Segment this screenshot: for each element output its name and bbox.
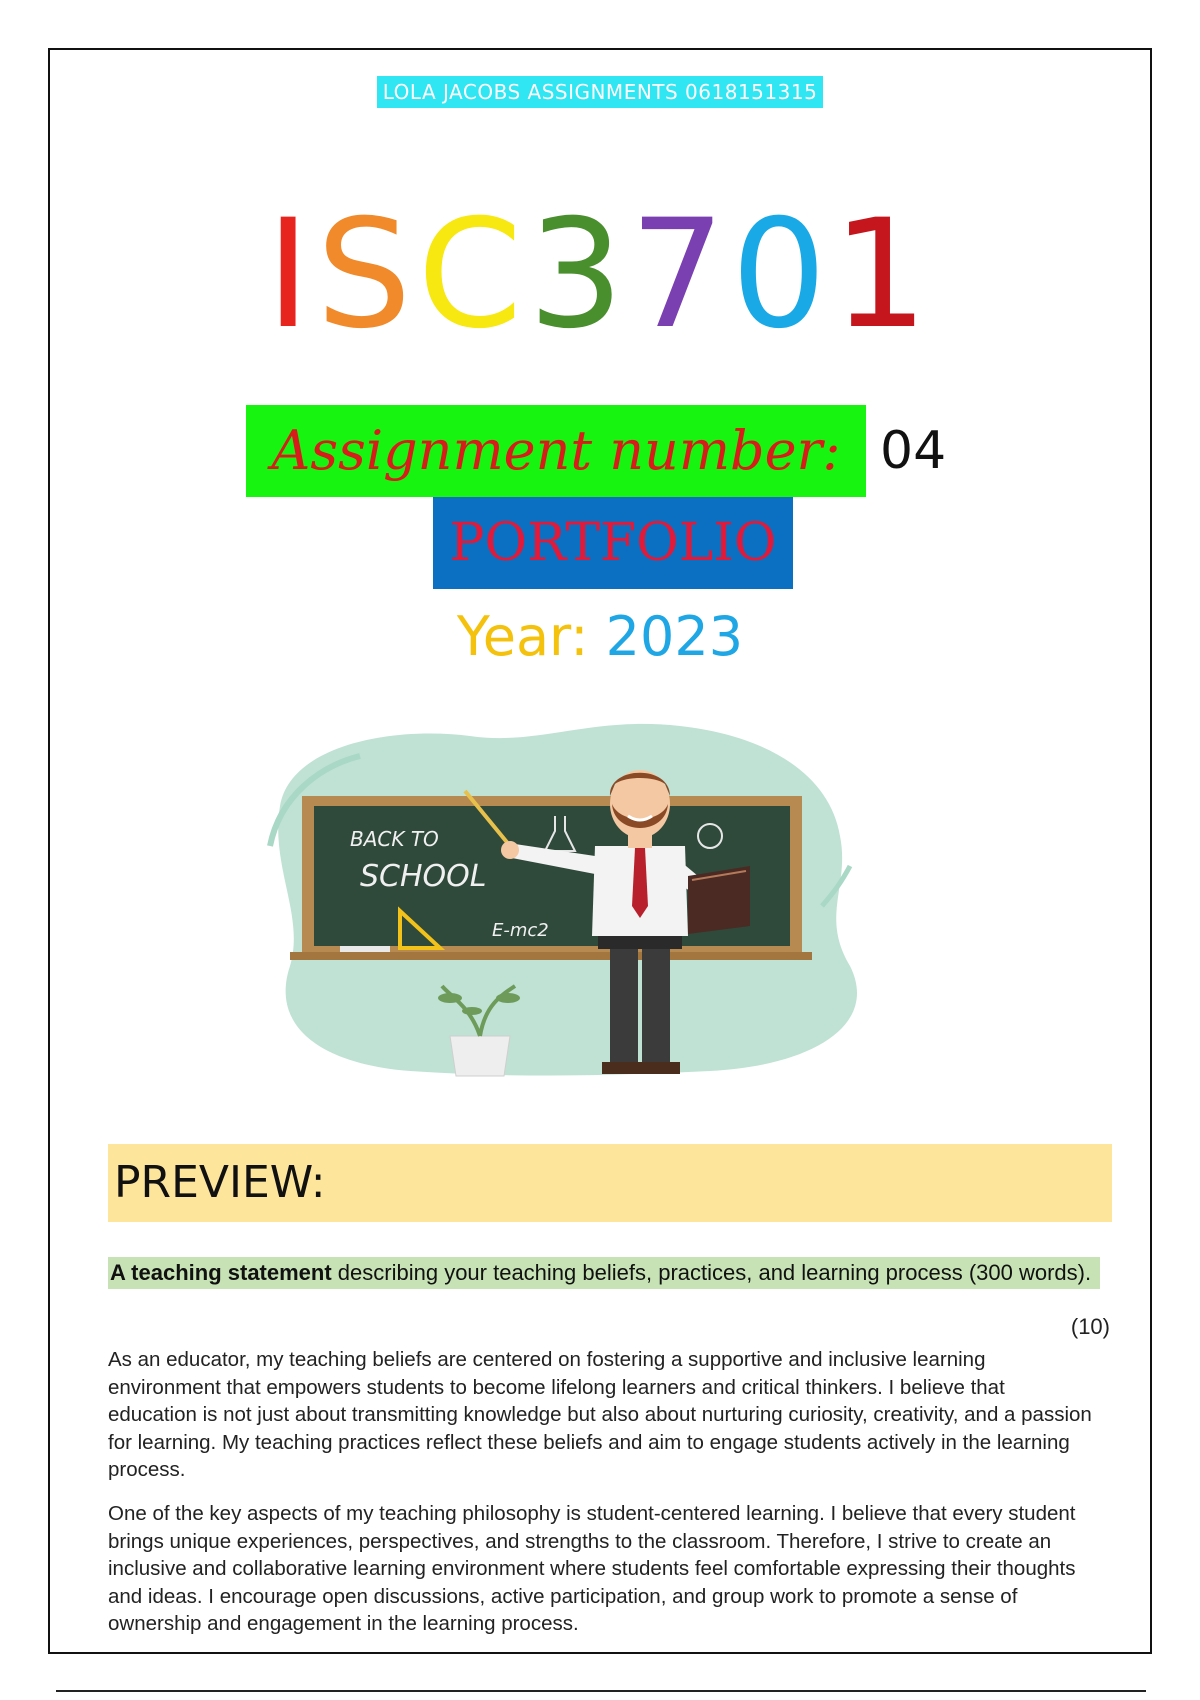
year-value: 2023	[605, 605, 744, 668]
book-icon	[688, 866, 750, 934]
task-statement-bold: A teaching statement	[110, 1260, 332, 1285]
course-code-letter: 1	[832, 188, 934, 362]
watermark-banner: LOLA JACOBS ASSIGNMENTS 0618151315	[377, 76, 824, 108]
course-code-title	[50, 188, 1150, 362]
paragraph-1	[108, 1346, 1098, 1484]
paragraph-2	[108, 1500, 1098, 1638]
assignment-label: Assignment number:	[246, 405, 866, 497]
paragraph-text: As an educator, my teaching beliefs are centered on fostering a supportive and inclusive learning environment that empowers students to become lifelong learners and critical thinkers. I believe that education is not just about transmitting knowledge but also about nurturing curiosity, creativity, and a passion for learning. My teaching practices reflect these beliefs and aim to engage students actively in the learning process.	[108, 1348, 1092, 1481]
board-line2: SCHOOL	[360, 859, 487, 894]
course-code-letter: I	[266, 188, 317, 362]
paragraph-text: One of the key aspects of my teaching philosophy is student-centered learning. I believe that every student brings unique experiences, perspectives, and strengths to the classroom. Therefore, I strive to create an inclusive and collaborative learning environment where students feel comfortable expressing their thoughts and ideas. I encourage open discussions, active participation, and group work to promote a sense of ownership and engagement in the learning process.	[108, 1502, 1076, 1635]
course-code-letter: S	[316, 188, 418, 362]
board-formula: E-mc2	[492, 920, 549, 941]
watermark-row	[50, 76, 1150, 108]
year-label: Year:	[456, 605, 589, 668]
course-code-letter: 0	[731, 188, 833, 362]
portfolio-banner: PORTFOLIO	[433, 497, 793, 589]
course-code-letter: C	[417, 188, 529, 362]
assignment-number: 04	[880, 421, 947, 481]
course-code-letter: 3	[528, 188, 630, 362]
year-line	[50, 605, 1150, 668]
assignment-row	[50, 405, 1150, 500]
board-line1: BACK TO	[350, 827, 439, 851]
page-break-rule	[56, 1690, 1146, 1692]
preview-heading: PREVIEW:	[108, 1144, 1112, 1222]
document-page	[48, 48, 1152, 1654]
course-code-letter: 7	[629, 188, 732, 362]
marks-value: (10)	[1070, 1314, 1110, 1339]
teacher-illustration	[210, 686, 910, 1106]
task-statement-rest: describing your teaching beliefs, practices, and learning process (300 words).	[331, 1260, 1092, 1285]
task-statement	[108, 1257, 1100, 1289]
